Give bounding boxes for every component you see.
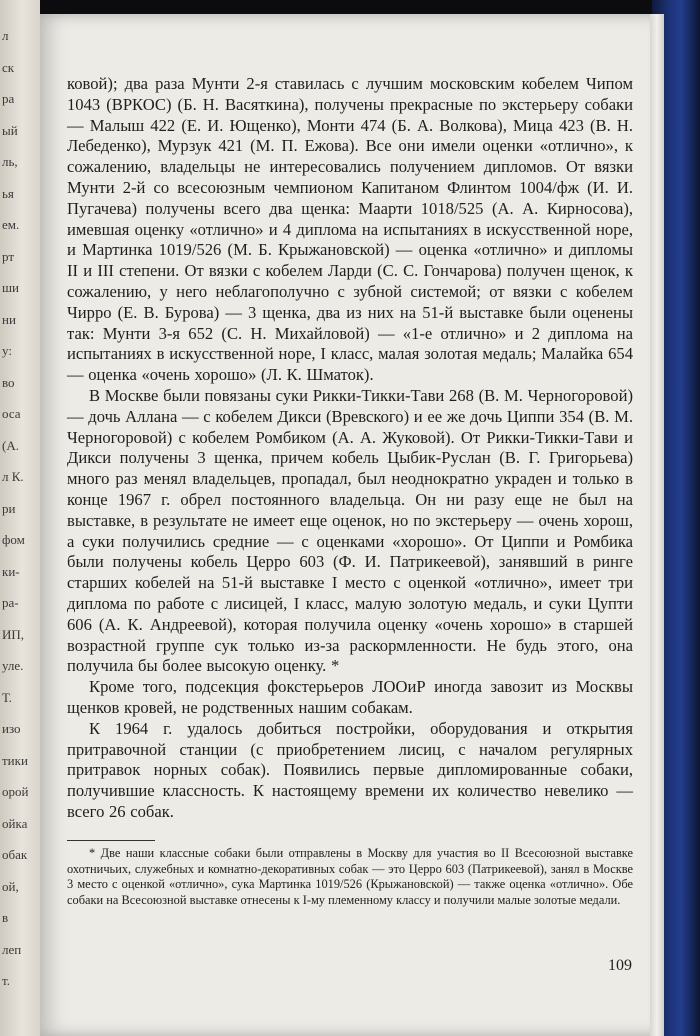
margin-fragment: ни [2, 311, 16, 327]
body-paragraph-2: В Москве были повязаны суки Рикки-Тикки-Тави 268 (В. М. Черногоровой) — дочь Аллана — с кобелем Дикси (Вревского) и ее же дочь Циппи 354 (В. М. Черногоровой) с кобелем Ромбиком (А. А. Жуковой). От Рикки-Тикки-Тави и Дикси получены 3 щенка, причем кобель Цыбик-Руслан (В. Г. Григорьева) много раз менял владельцев, пропадал, был неоднократно украден и только в конце 1967 г. обрел постоянного владельца. Он ни разу еще не был на выставке, в результате не имеет еще оценок, но по экстерьеру — очень хорош, а суки получились средние — с оценками «хорошо». От Циппи и Ромбика были получены кобель Церро 603 (Ф. И. Патрикеевой), занявший в ринге старших кобелей на 51-й выставке I место с оценкой «отлично», имеет три диплома по работе с лисицей, I класс, малую золотую медаль, и суки Цупти 606 (А. К. Андреевой), которая получила оценку «очень хорошо» в старшей возрастной группе сук только из-за раскормленности. Не будь этого, она получила бы более высокую оценку. * [67, 385, 633, 676]
book-page [40, 14, 660, 1036]
margin-fragment: ИП, [2, 626, 25, 642]
body-paragraph-1: ковой); два раза Мунти 2-я ставилась с лучшим московским кобелем Чипом 1043 (ВРКОС) (Б. Н. Васяткина), получены прекрасные по экстерьеру собаки — Малыш 422 (Е. И. Ющенко), Монти 474 (Б. А. Волкова), Мица 423 (В. Н. Лебеденко), Мурзук 421 (М. П. Ежова). Все они имели оценки «отлично», к сожалению, владельцы не интересовались получением дипломов. От вязки Мунти 2-й со всесоюзным чемпионом Капитаном Флинтом 1004/фж (И. И. Пугачева) получены всего два щенка: Маарти 1018/525 (А. А. Кирносова), имевшая оценку «отлично» и 4 диплома на испытаниях в искусственной норе, и Мартинка 1019/526 (М. Б. Крыжановской) — оценка «отлично» и дипломы II и III степени. От вязки с кобелем Ларди (С. С. Гончарова) получен щенок, к сожалению, у него неблагополучно с зубной системой; от вязки с кобелем Чирро (Е. В. Бурова) — 3 щенка, два из них на 51-й выставке были оценены так: Мунти 3-я 652 (С. Н. Михайловой) — «1-е отлично» и 2 диплома на испытаниях в искусственной норе, I класс, малая золотая медаль; Малайка 654 — оценка «очень хорошо» (Л. К. Шматок). [67, 74, 633, 385]
margin-fragment: ый [2, 122, 18, 138]
footnote: * Две наши классные собаки были отправлены в Москву для участия во II Всесоюзной выставке охотничьих, служебных и комнатно-декоративных собак — это Церро 603 (Патрикеевой), занял в Москве 3 место с оценкой «отлично», сука Мартинка 1019/526 (Крыжановской) — также оценка «отлично». Обе собаки на Всесоюзной выставке отнесены к I-му племенному классу и получили малые золотые медали. [67, 846, 633, 907]
page-stack-edge [650, 14, 664, 1036]
body-paragraph-4: К 1964 г. удалось добиться постройки, оборудования и открытия притравочной станции (с приобретением лисиц, с началом регулярных притравок норных собак). Появились первые дипломированные собаки, получившие классность. К настоящему времени их количество невелико — всего 26 собак. [67, 718, 633, 821]
margin-fragment: во [2, 374, 15, 390]
margin-fragment: л [2, 28, 9, 43]
margin-fragment: рт [2, 248, 15, 264]
margin-fragment: у: [2, 343, 12, 358]
previous-page-edge [0, 0, 40, 1036]
margin-fragment: уле. [2, 658, 24, 673]
footnote-divider [67, 840, 155, 841]
page-body [67, 74, 633, 823]
margin-fragment: фом [2, 532, 25, 547]
margin-fragment: ра [2, 91, 15, 106]
margin-fragment: в [2, 910, 9, 925]
margin-fragment: ри [2, 500, 16, 516]
margin-fragment: ой, [2, 878, 19, 894]
margin-fragment: ки- [2, 563, 20, 579]
margin-fragment: ья [2, 185, 14, 201]
margin-fragment: тики [2, 752, 28, 768]
margin-fragment: ль, [2, 154, 18, 169]
margin-fragment: т. [2, 973, 10, 988]
margin-fragment: ск [2, 59, 15, 75]
page-number: 109 [608, 957, 632, 974]
margin-fragment: изо [2, 721, 21, 736]
margin-fragment: орой [2, 784, 29, 799]
margin-fragment: ши [2, 280, 19, 295]
margin-fragment: леп [2, 941, 22, 957]
margin-fragment: Т. [2, 689, 12, 705]
margin-fragment: ем. [2, 217, 20, 232]
margin-fragment: л К. [2, 469, 24, 484]
body-paragraph-3: Кроме того, подсекция фокстерьеров ЛООиР иногда завозит из Москвы щенков кровей, не родственных нашим собакам. [67, 677, 633, 717]
margin-fragment: оса [2, 406, 21, 421]
margin-fragment: ойка [2, 815, 28, 831]
margin-fragment: (А. [2, 437, 19, 453]
margin-fragment: обак [2, 847, 28, 862]
margin-fragment: ра- [2, 595, 19, 610]
